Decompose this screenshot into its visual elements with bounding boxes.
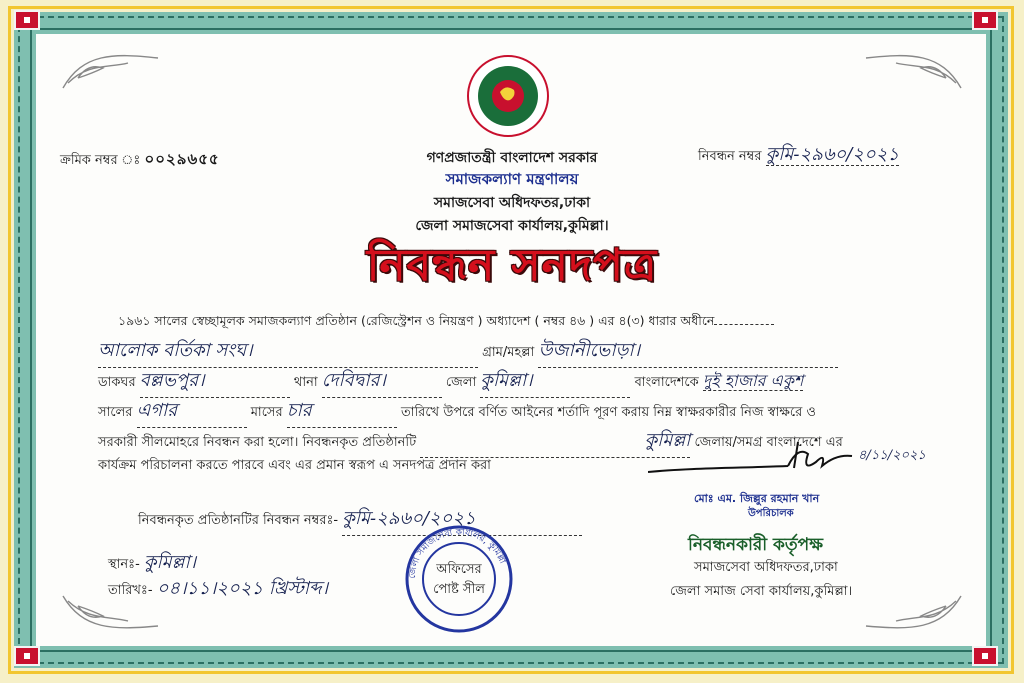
floral-ornament-bottom-right-icon — [856, 590, 966, 636]
year-words: দুই হাজার একুশ — [702, 371, 804, 390]
reg-number-line — [138, 504, 582, 536]
org-name: আলোক বর্তিকা সংঘ। — [98, 336, 478, 368]
body-line-3 — [98, 366, 803, 398]
year-label: সালের — [98, 405, 133, 420]
month-value: এগার — [137, 396, 247, 428]
reg-top-value: কুমি-২৯৬০/২০২১ — [765, 144, 900, 165]
country-label: বাংলাদেশকে — [634, 375, 699, 390]
corner-ornament-bottom-right — [972, 646, 998, 666]
ordinance-text: ১৯৬১ সালের স্বেচ্ছামূলক সমাজকল্যাণ প্রতিষ্ঠান (রেজিস্ট্রেশন ও নিয়ন্ত্রণ ) অধ্যাদেশ ( নম্বর ৪৬ ) এর ৪(৩) ধারার অধীনে — [118, 313, 715, 328]
month-label: মাসের — [250, 405, 283, 420]
seal-line-2: পোষ্ট সীল — [433, 582, 485, 597]
place-label: স্থানঃ- — [108, 557, 140, 572]
certificate-body — [58, 54, 966, 632]
date-value: ০৪।১১।২০২১ খ্রিস্টাব্দ। — [156, 578, 329, 599]
authority-title: নিবন্ধনকারী কর্তৃপক্ষ — [688, 535, 823, 555]
reg-bottom-value: কুমি-২৯৬০/২০২১ — [342, 504, 582, 536]
reg-bottom-label: নিবন্ধনকৃত প্রতিষ্ঠানটির নিবন্ধন নম্বরঃ- — [138, 513, 339, 528]
floral-ornament-top-left-icon — [58, 48, 168, 94]
office-seal — [404, 524, 514, 634]
officer-name: মোঃ এম. জিল্লুর রহমান খান — [694, 492, 820, 505]
reg-top-label: নিবন্ধন নম্বর — [698, 149, 762, 164]
corner-ornament-top-right — [972, 10, 998, 30]
post-label: ডাকঘর — [98, 375, 136, 390]
floral-ornament-top-right-icon — [856, 48, 966, 94]
conditions-text: তারিখে উপরে বর্ণিত আইনের শর্তাদি পূরণ করায় নিম্ন স্বাক্ষরকারীর নিজ স্বাক্ষরে ও — [400, 405, 816, 420]
seal-ring-text: জেলা সমাজসেবা কার্যালয়, কুমিল্লা — [407, 527, 508, 580]
body-line-6 — [98, 456, 491, 477]
seal-line-1: অফিসের — [436, 562, 482, 577]
day-value: চার — [287, 396, 397, 428]
district-label: জেলা — [445, 375, 477, 390]
header-government: গণপ্রজাতন্ত্রী বাংলাদেশ সরকার — [426, 150, 598, 166]
district-value: কুমিল্লা। — [480, 366, 630, 398]
post-value: বল্লভপুর। — [140, 366, 290, 398]
thana-label: থানা — [293, 375, 318, 390]
registered-text: সরকারী সীলমোহরে নিবন্ধন করা হলো। নিবন্ধনকৃত প্রতিষ্ঠানটি — [98, 435, 417, 450]
header-ministry: সমাজকল্যাণ মন্ত্রণালয় — [445, 170, 579, 188]
signature-date: ৪/১১/২০২১ — [858, 448, 926, 463]
body-line-4 — [98, 396, 816, 428]
authority-department: সমাজসেবা অধিদফতর,ঢাকা — [694, 560, 838, 575]
serial-label: ক্রমিক নম্বর ঃ — [60, 153, 141, 168]
authority-office-text: জেলা সমাজ সেবা কার্যালয়,কুমিল্লা। — [670, 584, 853, 599]
body-line-1 — [118, 313, 774, 333]
area-value: কুমিল্লা — [420, 426, 690, 458]
village-value: উজানীভোড়া। — [538, 336, 838, 368]
corner-ornament-top-left — [14, 10, 40, 30]
date-line — [108, 574, 328, 605]
government-seal-icon — [466, 54, 550, 138]
jurisdiction-text: জেলায়/সমগ্র বাংলাদেশে এর — [694, 435, 843, 450]
thana-value: দেবিদ্বার। — [322, 366, 442, 398]
header-district-office: জেলা সমাজসেবা কার্যালয়,কুমিল্লা। — [415, 218, 609, 234]
village-label: গ্রাম/মহল্লা — [482, 345, 535, 360]
authority-office — [670, 582, 852, 603]
header-department: সমাজসেবা অধিদফতর,ঢাকা — [433, 195, 591, 211]
corner-ornament-bottom-left — [14, 646, 40, 666]
body-line-2 — [98, 336, 838, 368]
activities-text: কার্যক্রম পরিচালনা করতে পারবে এবং এর প্রমান স্বরূপ এ সনদপত্র প্রদান করা — [98, 458, 491, 473]
date-label: তারিখঃ- — [108, 583, 153, 598]
place-value: কুমিল্লা। — [143, 552, 197, 573]
certificate-title: নিবন্ধন সনদপত্র — [366, 240, 658, 291]
officer-title: উপরিচালক — [748, 508, 794, 519]
serial-value: ০০২৯৬৫৫ — [144, 150, 220, 168]
